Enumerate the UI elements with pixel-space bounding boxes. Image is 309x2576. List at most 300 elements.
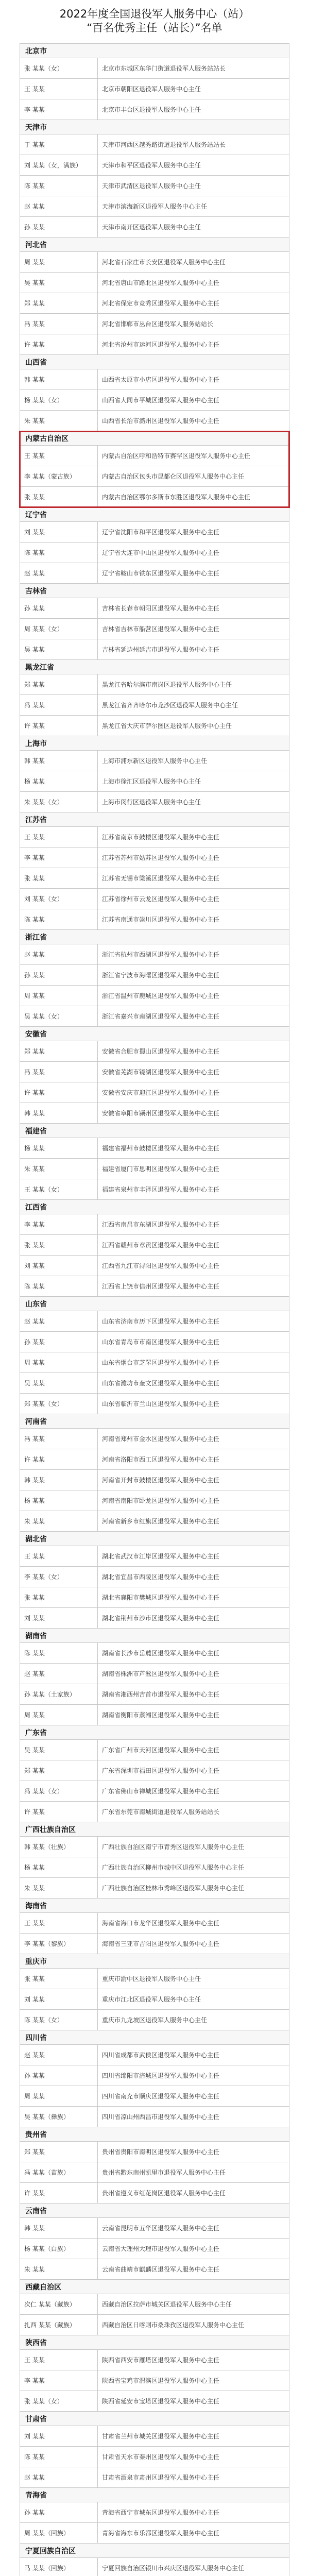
table-row: [20, 792, 289, 812]
unit-title-cell: 福建省福州市鼓楼区退役军人服务中心主任: [97, 1138, 289, 1158]
province-group: [20, 2030, 289, 2127]
table-row: [20, 1760, 289, 1781]
person-name-cell: 王 某某: [24, 85, 45, 93]
province-heading: 西藏自治区: [20, 2280, 289, 2294]
province-group: [20, 1027, 289, 1124]
unit-title-cell: 陕西省宝鸡市渭滨区退役军人服务中心主任: [97, 2370, 289, 2391]
province-group: [20, 1124, 289, 1200]
table-row: [20, 965, 289, 986]
province-heading: 湖南省: [20, 1629, 289, 1643]
table-row: [20, 2523, 289, 2544]
title-line-1: 2022年度全国退役军人服务中心（站）: [59, 8, 250, 20]
unit-title-cell: 陕西省西安市雁塔区退役军人服务中心主任: [97, 2350, 289, 2370]
unit-title-cell: 北京市东城区东华门街道退役军人服务站站长: [97, 58, 289, 78]
person-name-cell: 许 某某: [24, 1455, 45, 1463]
unit-title-cell: 云南省大理州大理市退役军人服务中心主任: [97, 2239, 289, 2259]
province-heading: 广西壮族自治区: [20, 1822, 289, 1837]
person-name-cell: 冯 某某: [24, 1435, 45, 1443]
unit-title-cell: 天津市南开区退役军人服务中心主任: [97, 217, 289, 237]
unit-title-cell: 江西省上饶市信州区退役军人服务中心主任: [97, 1276, 289, 1296]
table-row: [20, 1837, 289, 1857]
person-name-cell: 郑 某某: [24, 2148, 45, 2156]
table-row: [20, 2259, 289, 2280]
person-name-cell: 朱 某某: [24, 1517, 45, 1525]
unit-title-cell: 上海市徐汇区退役军人服务中心主任: [97, 771, 289, 791]
person-name-cell: 刘 某某: [24, 528, 45, 536]
unit-title-cell: 宁夏回族自治区银川市兴庆区退役军人服务中心主任: [97, 2558, 289, 2576]
person-name-cell: 刘 某某: [24, 1614, 45, 1622]
table-row: [20, 1041, 289, 1062]
table-row: [20, 2218, 289, 2239]
person-name-cell: 陈 某某（女）: [24, 2016, 63, 2024]
person-name-cell: 郑 某某: [24, 299, 45, 307]
unit-title-cell: 青海省西宁市城东区退役军人服务中心主任: [97, 2502, 289, 2522]
province-heading: 吉林省: [20, 584, 289, 598]
province-heading: 辽宁省: [20, 507, 289, 522]
province-heading: 四川省: [20, 2030, 289, 2045]
table-row: [20, 1664, 289, 1684]
province-heading: 甘肃省: [20, 2412, 289, 2426]
province-heading: 山东省: [20, 1297, 289, 1311]
province-group: [20, 44, 289, 120]
unit-title-cell: 河北省沧州市运河区退役军人服务中心主任: [97, 334, 289, 354]
unit-title-cell: 甘肃省兰州市城关区退役军人服务中心主任: [97, 2426, 289, 2446]
unit-title-cell: 黑龙江省大庆市萨尔图区退役军人服务中心主任: [97, 716, 289, 736]
unit-title-cell: 湖北省宜昌市西陵区退役军人服务中心主任: [97, 1567, 289, 1587]
unit-title-cell: 山西省长治市潞州区退役军人服务中心主任: [97, 411, 289, 431]
table-row: [20, 1511, 289, 1532]
unit-title-cell: 陕西省延安市宝塔区退役军人服务中心主任: [97, 2391, 289, 2411]
unit-title-cell: 内蒙古自治区呼和浩特市赛罕区退役军人服务中心主任: [97, 446, 289, 466]
table-row: [20, 2370, 289, 2391]
unit-title-cell: 贵州省遵义市红花岗区退役军人服务中心主任: [97, 2183, 289, 2203]
unit-title-cell: 河南省洛阳市西工区退役军人服务中心主任: [97, 1449, 289, 1469]
person-name-cell: 赵 某某: [24, 1670, 45, 1677]
unit-title-cell: 西藏自治区日喀则市桑珠孜区退役军人服务中心主任: [97, 2315, 289, 2335]
table-row: [20, 1490, 289, 1511]
unit-title-cell: 河南省郑州市金水区退役军人服务中心主任: [97, 1429, 289, 1449]
table-row: [20, 314, 289, 334]
unit-title-cell: 天津市武清区退役军人服务中心主任: [97, 176, 289, 196]
table-row: [20, 390, 289, 411]
person-name-cell: 于 某某: [24, 141, 45, 148]
person-name-cell: 郑 某某: [24, 1047, 45, 1055]
person-name-cell: 张 某某: [24, 874, 45, 882]
person-name-cell: 孙 某某: [24, 223, 45, 231]
table-row: [20, 1235, 289, 1256]
person-name-cell: 韩 某某（壮族）: [24, 1843, 70, 1851]
table-row: [20, 446, 289, 466]
province-group: [20, 1899, 289, 1954]
person-name-cell: 杨 某某（白族）: [24, 2245, 70, 2252]
table-row: [20, 1082, 289, 1103]
person-name-cell: 陈 某某: [24, 2453, 45, 2461]
person-name-cell: 张 某某: [24, 1975, 45, 1982]
table-row: [20, 639, 289, 660]
table-row: [20, 1878, 289, 1899]
person-name-cell: 冯 某某（女）: [24, 1787, 63, 1795]
unit-title-cell: 湖北省襄阳市樊城区退役军人服务中心主任: [97, 1587, 289, 1607]
person-name-cell: 吴 某某（彝族）: [24, 2113, 70, 2121]
province-group: [20, 507, 289, 584]
table-row: [20, 2502, 289, 2523]
province-heading: 黑龙江省: [20, 660, 289, 674]
table-row: [20, 751, 289, 771]
person-name-cell: 韩 某某: [24, 2224, 45, 2232]
unit-title-cell: 黑龙江省哈尔滨市南岗区退役军人服务中心主任: [97, 674, 289, 694]
table-row: [20, 217, 289, 238]
unit-title-cell: 黑龙江省齐齐哈尔市龙沙区退役军人服务中心主任: [97, 695, 289, 715]
unit-title-cell: 安徽省芜湖市镜湖区退役军人服务中心主任: [97, 1062, 289, 1082]
person-name-cell: 吴 某某（女）: [24, 1012, 63, 1020]
province-heading: 浙江省: [20, 930, 289, 944]
person-name-cell: 赵 某某: [24, 2051, 45, 2059]
table-row: [20, 466, 289, 487]
unit-title-cell: 北京市朝阳区退役军人服务中心主任: [97, 79, 289, 99]
province-heading: 云南省: [20, 2204, 289, 2218]
table-row: [20, 196, 289, 217]
province-heading: 福建省: [20, 1124, 289, 1138]
table-row: [20, 1449, 289, 1470]
unit-title-cell: 山东省烟台市芝罘区退役军人服务中心主任: [97, 1352, 289, 1372]
table-row: [20, 563, 289, 584]
province-heading: 江西省: [20, 1200, 289, 1214]
person-name-cell: 孙 某某: [24, 971, 45, 979]
province-group: [20, 1725, 289, 1822]
person-name-cell: 周 某某: [24, 258, 45, 266]
table-row: [20, 944, 289, 965]
unit-title-cell: 四川省南充市顺庆区退役军人服务中心主任: [97, 2086, 289, 2106]
honor-list-table: [20, 43, 289, 2576]
table-row: [20, 986, 289, 1006]
person-name-cell: 陈 某某: [24, 1649, 45, 1657]
unit-title-cell: 浙江省温州市鹿城区退役军人服务中心主任: [97, 986, 289, 1006]
province-group: [20, 1629, 289, 1725]
person-name-cell: 朱 某某: [24, 1884, 45, 1892]
table-row: [20, 1740, 289, 1760]
table-row: [20, 1394, 289, 1414]
person-name-cell: 刘 某某: [24, 1262, 45, 1269]
person-name-cell: 刘 某某（女）: [24, 895, 63, 903]
province-group: [20, 238, 289, 355]
unit-title-cell: 河北省石家庄市长安区退役军人服务中心主任: [97, 252, 289, 272]
person-name-cell: 朱 某某: [24, 1165, 45, 1173]
table-row: [20, 2315, 289, 2335]
person-name-cell: 冯 某某: [24, 320, 45, 328]
province-heading: 山西省: [20, 355, 289, 369]
table-row: [20, 2086, 289, 2107]
unit-title-cell: 湖南省长沙市岳麓区退役军人服务中心主任: [97, 1643, 289, 1663]
person-name-cell: 周 某某: [24, 1711, 45, 1719]
province-group: [20, 2280, 289, 2335]
province-group: [20, 584, 289, 660]
person-name-cell: 韩 某某: [24, 376, 45, 383]
person-name-cell: 赵 某某: [24, 202, 45, 210]
unit-title-cell: 江苏省南京市鼓楼区退役军人服务中心主任: [97, 827, 289, 847]
table-row: [20, 1276, 289, 1297]
unit-title-cell: 天津市河西区越秀路街道退役军人服务站站长: [97, 134, 289, 155]
table-row: [20, 369, 289, 390]
unit-title-cell: 河北省保定市竞秀区退役军人服务中心主任: [97, 293, 289, 313]
person-name-cell: 杨 某某: [24, 1144, 45, 1152]
unit-title-cell: 安徽省合肥市蜀山区退役军人服务中心主任: [97, 1041, 289, 1061]
table-row: [20, 848, 289, 868]
province-heading: 上海市: [20, 736, 289, 751]
province-group: [20, 1532, 289, 1629]
person-name-cell: 周 某某: [24, 992, 45, 999]
unit-title-cell: 吉林省延边州延吉市退役军人服务中心主任: [97, 639, 289, 659]
unit-title-cell: 山东省济南市历下区退役军人服务中心主任: [97, 1311, 289, 1331]
person-name-cell: 孙 某某: [24, 2072, 45, 2079]
unit-title-cell: 辽宁省沈阳市和平区退役军人服务中心主任: [97, 522, 289, 542]
unit-title-cell: 江苏省无锡市梁溪区退役军人服务中心主任: [97, 868, 289, 888]
unit-title-cell: 甘肃省天水市秦州区退役军人服务中心主任: [97, 2447, 289, 2467]
unit-title-cell: 北京市丰台区退役军人服务中心主任: [97, 99, 289, 120]
unit-title-cell: 江西省南昌市东湖区退役军人服务中心主任: [97, 1214, 289, 1234]
table-row: [20, 2391, 289, 2412]
person-name-cell: 周 某某: [24, 1359, 45, 1366]
table-row: [20, 543, 289, 563]
person-name-cell: 冯 某某: [24, 1068, 45, 1076]
table-row: [20, 2350, 289, 2370]
unit-title-cell: 山东省青岛市市南区退役军人服务中心主任: [97, 1332, 289, 1352]
province-heading: 青海省: [20, 2488, 289, 2502]
table-row: [20, 411, 289, 431]
province-heading: 安徽省: [20, 1027, 289, 1041]
table-row: [20, 909, 289, 930]
table-row: [20, 176, 289, 196]
province-heading: 湖北省: [20, 1532, 289, 1546]
unit-title-cell: 贵州省黔东南州凯里市退役军人服务中心主任: [97, 2162, 289, 2182]
unit-title-cell: 云南省曲靖市麒麟区退役军人服务中心主任: [97, 2259, 289, 2279]
table-row: [20, 1332, 289, 1352]
province-heading: 陕西省: [20, 2335, 289, 2350]
table-row: [20, 1138, 289, 1159]
person-name-cell: 次仁 某某（藏族）: [24, 2300, 76, 2308]
unit-title-cell: 重庆市江北区退役军人服务中心主任: [97, 1989, 289, 2009]
province-heading: 江苏省: [20, 812, 289, 827]
province-heading: 重庆市: [20, 1954, 289, 1969]
unit-title-cell: 四川省成都市武侯区退役军人服务中心主任: [97, 2045, 289, 2065]
person-name-cell: 许 某某: [24, 1089, 45, 1096]
person-name-cell: 王 某某: [24, 1919, 45, 1927]
table-row: [20, 293, 289, 314]
person-name-cell: 马 某某（回族）: [24, 2564, 70, 2572]
person-name-cell: 李 某某（蒙古族）: [24, 472, 76, 480]
table-row: [20, 1159, 289, 1179]
table-row: [20, 252, 289, 273]
person-name-cell: 孙 某某（土家族）: [24, 1690, 76, 1698]
person-name-cell: 韩 某某: [24, 757, 45, 765]
table-row: [20, 1608, 289, 1629]
person-name-cell: 李 某某: [24, 2377, 45, 2384]
person-name-cell: 陈 某某: [24, 1282, 45, 1290]
person-name-cell: 许 某某: [24, 2189, 45, 2197]
province-group: [20, 1954, 289, 2030]
unit-title-cell: 江苏省南通市崇川区退役军人服务中心主任: [97, 909, 289, 929]
table-row: [20, 2426, 289, 2447]
table-row: [20, 522, 289, 543]
person-name-cell: 冯 某某（苗族）: [24, 2168, 70, 2176]
unit-title-cell: 广西壮族自治区柳州市城中区退役军人服务中心主任: [97, 1857, 289, 1877]
unit-title-cell: 吉林省长春市朝阳区退役军人服务中心主任: [97, 598, 289, 618]
unit-title-cell: 青海省海东市乐都区退役军人服务中心主任: [97, 2523, 289, 2543]
person-name-cell: 王 某某: [24, 452, 45, 460]
person-name-cell: 郑 某某: [24, 1767, 45, 1774]
person-name-cell: 杨 某某: [24, 1497, 45, 1504]
person-name-cell: 周 某某（女）: [24, 625, 63, 633]
unit-title-cell: 内蒙古自治区鄂尔多斯市东胜区退役军人服务中心主任: [97, 487, 289, 507]
unit-title-cell: 辽宁省鞍山市铁东区退役军人服务中心主任: [97, 563, 289, 583]
person-name-cell: 韩 某某: [24, 1109, 45, 1117]
unit-title-cell: 重庆市九龙坡区退役军人服务中心主任: [97, 2010, 289, 2030]
unit-title-cell: 浙江省宁波市海曙区退役军人服务中心主任: [97, 965, 289, 985]
table-row: [20, 1546, 289, 1567]
table-row: [20, 771, 289, 792]
unit-title-cell: 内蒙古自治区包头市昆都仑区退役军人服务中心主任: [97, 466, 289, 486]
person-name-cell: 周 某某（回族）: [24, 2529, 70, 2537]
unit-title-cell: 山东省潍坊市奎文区退役军人服务中心主任: [97, 1373, 289, 1393]
unit-title-cell: 安徽省阜阳市颍州区退役军人服务中心主任: [97, 1103, 289, 1123]
table-row: [20, 2010, 289, 2030]
table-row: [20, 2294, 289, 2315]
province-group: [20, 2204, 289, 2280]
table-row: [20, 2467, 289, 2488]
person-name-cell: 杨 某某（女）: [24, 396, 63, 404]
table-row: [20, 1373, 289, 1394]
unit-title-cell: 甘肃省酒泉市肃州区退役军人服务中心主任: [97, 2467, 289, 2487]
table-row: [20, 273, 289, 293]
table-row: [20, 487, 289, 507]
table-row: [20, 2162, 289, 2183]
province-heading: 河北省: [20, 238, 289, 252]
person-name-cell: 吴 某某: [24, 1746, 45, 1754]
table-row: [20, 1256, 289, 1276]
table-row: [20, 1103, 289, 1124]
person-name-cell: 张 某某: [24, 493, 45, 501]
person-name-cell: 李 某某: [24, 854, 45, 861]
table-row: [20, 2558, 289, 2576]
table-row: [20, 2045, 289, 2065]
table-row: [20, 334, 289, 355]
person-name-cell: 李 某某（黎族）: [24, 1940, 70, 1947]
table-row: [20, 2447, 289, 2467]
title-line-2: “百名优秀主任（站长）”名单: [87, 22, 222, 34]
table-row: [20, 695, 289, 716]
table-row: [20, 868, 289, 889]
unit-title-cell: 浙江省嘉兴市南湖区退役军人服务中心主任: [97, 1006, 289, 1026]
province-group: [20, 2544, 289, 2576]
province-heading: 海南省: [20, 1899, 289, 1913]
table-row: [20, 1857, 289, 1878]
person-name-cell: 李 某某: [24, 106, 45, 113]
person-name-cell: 李 某某: [24, 1221, 45, 1228]
table-row: [20, 79, 289, 99]
table-row: [20, 674, 289, 695]
unit-title-cell: 吉林省吉林市船营区退役军人服务中心主任: [97, 619, 289, 639]
unit-title-cell: 上海市浦东新区退役军人服务中心主任: [97, 751, 289, 771]
unit-title-cell: 广东省佛山市禅城区退役军人服务中心主任: [97, 1781, 289, 1801]
province-group: [20, 2412, 289, 2488]
province-group: [20, 431, 289, 507]
unit-title-cell: 湖北省武汉市江岸区退役军人服务中心主任: [97, 1546, 289, 1566]
unit-title-cell: 西藏自治区拉萨市城关区退役军人服务中心主任: [97, 2294, 289, 2314]
province-heading: 北京市: [20, 44, 289, 58]
person-name-cell: 杨 某某: [24, 777, 45, 785]
unit-title-cell: 河南省新乡市红旗区退役军人服务中心主任: [97, 1511, 289, 1531]
unit-title-cell: 天津市滨海新区退役军人服务中心主任: [97, 196, 289, 216]
unit-title-cell: 湖南省衡阳市蒸湘区退役军人服务中心主任: [97, 1705, 289, 1725]
table-row: [20, 1311, 289, 1332]
person-name-cell: 郑 某某: [24, 681, 45, 688]
person-name-cell: 陈 某某: [24, 549, 45, 556]
province-heading: 天津市: [20, 120, 289, 134]
province-group: [20, 812, 289, 930]
table-row: [20, 1006, 289, 1027]
unit-title-cell: 浙江省杭州市西湖区退役军人服务中心主任: [97, 944, 289, 964]
table-row: [20, 1179, 289, 1200]
person-name-cell: 王 某某: [24, 2356, 45, 2364]
table-row: [20, 1429, 289, 1449]
person-name-cell: 刘 某某: [24, 1995, 45, 2003]
table-row: [20, 1214, 289, 1235]
unit-title-cell: 广西壮族自治区南宁市青秀区退役军人服务中心主任: [97, 1837, 289, 1857]
unit-title-cell: 天津市和平区退役军人服务中心主任: [97, 155, 289, 175]
table-row: [20, 2107, 289, 2127]
unit-title-cell: 河南省开封市鼓楼区退役军人服务中心主任: [97, 1470, 289, 1490]
unit-title-cell: 湖南省湘西州吉首市退役军人服务中心主任: [97, 1684, 289, 1704]
person-name-cell: 刘 某某（女，满族）: [24, 161, 82, 169]
table-row: [20, 889, 289, 909]
unit-title-cell: 广东省东莞市南城街道退役军人服务站站长: [97, 1802, 289, 1822]
person-name-cell: 王 某某（女）: [24, 1185, 63, 1193]
unit-title-cell: 江西省九江市浔阳区退役军人服务中心主任: [97, 1256, 289, 1276]
table-row: [20, 1802, 289, 1822]
province-heading: 河南省: [20, 1414, 289, 1429]
table-row: [20, 1352, 289, 1373]
province-group: [20, 930, 289, 1027]
unit-title-cell: 上海市闵行区退役军人服务中心主任: [97, 792, 289, 812]
person-name-cell: 朱 某某（女）: [24, 798, 63, 806]
unit-title-cell: 四川省绵阳市涪城区退役军人服务中心主任: [97, 2065, 289, 2086]
table-row: [20, 2142, 289, 2162]
unit-title-cell: 广东省深圳市福田区退役军人服务中心主任: [97, 1760, 289, 1781]
unit-title-cell: 湖北省荆州市沙市区退役军人服务中心主任: [97, 1608, 289, 1628]
unit-title-cell: 江苏省苏州市姑苏区退役军人服务中心主任: [97, 848, 289, 868]
unit-title-cell: 海南省三亚市吉阳区退役军人服务中心主任: [97, 1934, 289, 1954]
person-name-cell: 吴 某某: [24, 1379, 45, 1387]
person-name-cell: 许 某某: [24, 341, 45, 348]
table-row: [20, 99, 289, 120]
table-row: [20, 2239, 289, 2259]
unit-title-cell: 山西省大同市平城区退役军人服务中心主任: [97, 390, 289, 410]
province-group: [20, 2488, 289, 2544]
province-heading: 贵州省: [20, 2127, 289, 2142]
province-group: [20, 120, 289, 238]
person-name-cell: 朱 某某: [24, 417, 45, 425]
table-row: [20, 827, 289, 848]
person-name-cell: 李 某某（女）: [24, 1573, 63, 1581]
province-group: [20, 2127, 289, 2204]
person-name-cell: 许 某某: [24, 1808, 45, 1816]
unit-title-cell: 山西省太原市小店区退役军人服务中心主任: [97, 369, 289, 389]
unit-title-cell: 广西壮族自治区桂林市秀峰区退役军人服务中心主任: [97, 1878, 289, 1898]
table-row: [20, 1567, 289, 1587]
person-name-cell: 扎西 某某（藏族）: [24, 2321, 76, 2329]
person-name-cell: 朱 某某: [24, 2265, 45, 2273]
unit-title-cell: 山东省临沂市兰山区退役军人服务中心主任: [97, 1394, 289, 1414]
table-row: [20, 1643, 289, 1664]
